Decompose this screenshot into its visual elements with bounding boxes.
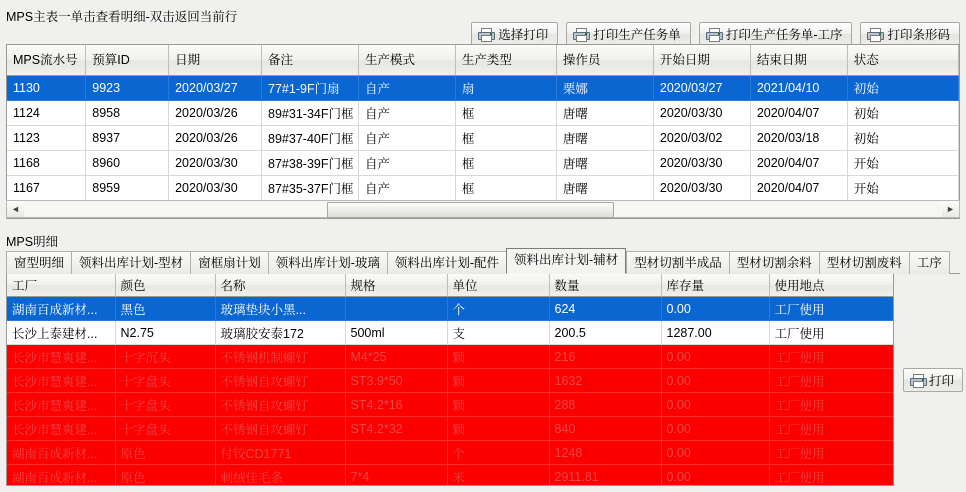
dcol-usage-location[interactable]: 使用地点	[769, 274, 893, 297]
cell-unit: 支	[447, 321, 549, 345]
cell-stock: 0.00	[661, 297, 769, 321]
print-production-order-process-label: 打印生产任务单-工序	[725, 28, 843, 42]
cell-end-date: 2020/03/18	[750, 126, 847, 151]
cell-start-date: 2020/03/30	[653, 151, 750, 176]
cell-factory: 长沙市慧爽建...	[7, 345, 115, 369]
cell-usage-location: 工厂使用	[769, 297, 893, 321]
cell-quantity: 624	[549, 297, 661, 321]
cell-name: 不锈钢自攻螺钉	[215, 369, 345, 393]
cell-unit: 个	[447, 297, 549, 321]
cell-operator: 唐曙	[556, 101, 653, 126]
tab-window-detail[interactable]: 窗型明细	[6, 251, 71, 274]
cell-date: 2020/03/26	[169, 101, 262, 126]
cell-factory: 长沙市慧爽建...	[7, 393, 115, 417]
dcol-name[interactable]: 名称	[215, 274, 345, 297]
cell-color: 原色	[115, 441, 215, 465]
cell-remark: 77#1-9F门扇	[262, 76, 359, 101]
cell-spec	[345, 441, 447, 465]
col-date[interactable]: 日期	[169, 45, 262, 76]
scroll-left-arrow-icon[interactable]: ◄	[7, 201, 25, 217]
cell-production-mode: 自产	[358, 101, 455, 126]
table-header-row	[7, 45, 959, 76]
cell-spec: ST3.9*50	[345, 369, 447, 393]
cell-name: 刺绒佳毛条	[215, 465, 345, 487]
cell-quantity: 2911.81	[549, 465, 661, 487]
cell-start-date: 2020/03/30	[653, 176, 750, 201]
detail-grid[interactable]	[6, 274, 894, 486]
dcol-unit[interactable]: 单位	[447, 274, 549, 297]
cell-status: 开始	[847, 151, 958, 176]
cell-usage-location: 工厂使用	[769, 441, 893, 465]
col-production-mode[interactable]: 生产模式	[358, 45, 455, 76]
table-row[interactable]	[7, 176, 959, 201]
table-row[interactable]	[7, 76, 959, 101]
cell-factory: 湖南百成新材...	[7, 297, 115, 321]
col-budget-id[interactable]: 预算ID	[86, 45, 169, 76]
detail-table	[7, 274, 894, 486]
cell-color: 十字沉头	[115, 345, 215, 369]
cell-operator: 唐曙	[556, 151, 653, 176]
cell-unit: 颗	[447, 393, 549, 417]
cell-name: 玻璃垫块小黑...	[215, 297, 345, 321]
cell-spec	[345, 297, 447, 321]
cell-production-mode: 自产	[358, 151, 455, 176]
cell-factory: 长沙上泰建材...	[7, 321, 115, 345]
col-remark[interactable]: 备注	[262, 45, 359, 76]
cell-budget-id: 9923	[86, 76, 169, 101]
cell-factory: 长沙市慧爽建...	[7, 369, 115, 393]
dcol-color[interactable]: 颜色	[115, 274, 215, 297]
tab-profile-cut-semifinished[interactable]: 型材切割半成品	[626, 251, 729, 274]
cell-unit: 颗	[447, 417, 549, 441]
print-toolbar	[471, 22, 960, 46]
cell-end-date: 2021/04/10	[750, 76, 847, 101]
col-operator[interactable]: 操作员	[556, 45, 653, 76]
col-end-date[interactable]: 结束日期	[750, 45, 847, 76]
cell-color: 十字盘头	[115, 393, 215, 417]
detail-section-label: MPS明细	[6, 235, 59, 249]
cell-unit: 颗	[447, 369, 549, 393]
cell-color: 原色	[115, 465, 215, 487]
col-mps-serial[interactable]: MPS流水号	[7, 45, 86, 76]
table-row[interactable]	[7, 151, 959, 176]
cell-usage-location: 工厂使用	[769, 417, 893, 441]
cell-color: 黑色	[115, 297, 215, 321]
table-row[interactable]	[7, 321, 893, 345]
cell-production-type: 框	[455, 176, 556, 201]
cell-factory: 长沙市慧爽建...	[7, 417, 115, 441]
print-production-order-process-button[interactable]	[699, 22, 853, 46]
cell-stock: 0.00	[661, 441, 769, 465]
table-row[interactable]	[7, 417, 893, 441]
cell-spec: M4*25	[345, 345, 447, 369]
col-status[interactable]: 状态	[847, 45, 958, 76]
cell-status: 开始	[847, 176, 958, 201]
cell-end-date: 2020/04/07	[750, 101, 847, 126]
tab-process[interactable]: 工序	[909, 251, 950, 274]
detail-print-label: 打印	[929, 374, 955, 388]
cell-stock: 0.00	[661, 465, 769, 487]
printer-icon	[478, 28, 493, 40]
cell-budget-id: 8958	[86, 101, 169, 126]
col-start-date[interactable]: 开始日期	[653, 45, 750, 76]
cell-name: 玻璃胶安泰172	[215, 321, 345, 345]
cell-unit: 个	[447, 441, 549, 465]
page-title: MPS主表一单击查看明细-双击返回当前行	[6, 10, 238, 24]
main-grid-horizontal-scrollbar[interactable]	[6, 200, 960, 218]
cell-name: 不锈钢机制螺钉	[215, 345, 345, 369]
table-row[interactable]	[7, 393, 893, 417]
cell-quantity: 1632	[549, 369, 661, 393]
cell-spec: 7*4	[345, 465, 447, 487]
cell-mps-serial: 1123	[7, 126, 86, 151]
cell-start-date: 2020/03/30	[653, 101, 750, 126]
cell-date: 2020/03/30	[169, 176, 262, 201]
cell-quantity: 200.5	[549, 321, 661, 345]
dcol-quantity[interactable]: 数量	[549, 274, 661, 297]
cell-remark: 89#31-34F门框	[262, 101, 359, 126]
cell-mps-serial: 1168	[7, 151, 86, 176]
cell-unit: 颗	[447, 345, 549, 369]
table-row[interactable]	[7, 101, 959, 126]
cell-operator: 栗娜	[556, 76, 653, 101]
tab-material-out-parts[interactable]: 领料出库计划-配件	[387, 251, 506, 274]
print-barcode-label: 打印条形码	[887, 28, 950, 42]
dcol-stock[interactable]: 库存量	[661, 274, 769, 297]
cell-budget-id: 8959	[86, 176, 169, 201]
cell-end-date: 2020/04/07	[750, 151, 847, 176]
cell-color: 十字盘头	[115, 369, 215, 393]
printer-icon	[706, 28, 721, 40]
cell-spec: ST4.2*16	[345, 393, 447, 417]
print-production-order-label: 打印生产任务单	[593, 28, 681, 42]
cell-end-date: 2020/04/07	[750, 176, 847, 201]
cell-color: 十字盘头	[115, 417, 215, 441]
cell-production-type: 框	[455, 101, 556, 126]
cell-remark: 87#35-37F门框	[262, 176, 359, 201]
cell-status: 初始	[847, 126, 958, 151]
print-barcode-button[interactable]	[860, 22, 960, 46]
cell-usage-location: 工厂使用	[769, 321, 893, 345]
cell-start-date: 2020/03/02	[653, 126, 750, 151]
cell-name: 不锈钢自攻螺钉	[215, 417, 345, 441]
cell-spec: 500ml	[345, 321, 447, 345]
cell-production-type: 框	[455, 151, 556, 176]
cell-status: 初始	[847, 76, 958, 101]
detail-header-row	[7, 274, 893, 297]
print-production-order-button[interactable]	[566, 22, 691, 46]
cell-quantity: 1248	[549, 441, 661, 465]
detail-tab-bar	[6, 250, 960, 274]
cell-name: 不锈钢自攻螺钉	[215, 393, 345, 417]
tab-material-out-profile[interactable]: 领料出库计划-型材	[71, 251, 190, 274]
cell-budget-id: 8960	[86, 151, 169, 176]
tab-material-out-glass[interactable]: 领料出库计划-玻璃	[268, 251, 387, 274]
cell-color: N2.75	[115, 321, 215, 345]
table-row[interactable]	[7, 297, 893, 321]
cell-production-type: 框	[455, 126, 556, 151]
table-row[interactable]	[7, 345, 893, 369]
table-row[interactable]	[7, 441, 893, 465]
cell-factory: 湖南百成新材...	[7, 465, 115, 487]
cell-mps-serial: 1167	[7, 176, 86, 201]
cell-operator: 唐曙	[556, 176, 653, 201]
cell-stock: 0.00	[661, 417, 769, 441]
cell-production-mode: 自产	[358, 176, 455, 201]
cell-usage-location: 工厂使用	[769, 393, 893, 417]
cell-production-mode: 自产	[358, 76, 455, 101]
cell-stock: 1287.00	[661, 321, 769, 345]
cell-production-mode: 自产	[358, 126, 455, 151]
detail-print-button[interactable]	[903, 368, 963, 392]
cell-mps-serial: 1124	[7, 101, 86, 126]
dcol-factory[interactable]: 工厂	[7, 274, 115, 297]
select-print-label: 选择打印	[498, 28, 549, 42]
printer-icon	[573, 28, 588, 40]
cell-date: 2020/03/26	[169, 126, 262, 151]
tab-profile-cut-remnant[interactable]: 型材切割余料	[729, 251, 819, 274]
table-row[interactable]	[7, 465, 893, 487]
cell-remark: 87#38-39F门框	[262, 151, 359, 176]
tab-frame-sash-plan[interactable]: 窗框扇计划	[190, 251, 268, 274]
cell-date: 2020/03/27	[169, 76, 262, 101]
cell-stock: 0.00	[661, 369, 769, 393]
cell-usage-location: 工厂使用	[769, 465, 893, 487]
dcol-spec[interactable]: 规格	[345, 274, 447, 297]
tab-material-out-auxiliary[interactable]: 领料出库计划-辅材	[506, 248, 626, 274]
cell-usage-location: 工厂使用	[769, 345, 893, 369]
select-print-button[interactable]	[471, 22, 558, 46]
cell-name: 付铰CD1771	[215, 441, 345, 465]
scroll-right-arrow-icon[interactable]: ►	[941, 201, 959, 217]
cell-date: 2020/03/30	[169, 151, 262, 176]
cell-quantity: 840	[549, 417, 661, 441]
cell-production-type: 扇	[455, 76, 556, 101]
mps-main-grid[interactable]	[6, 44, 960, 219]
mps-main-table	[7, 45, 959, 201]
cell-usage-location: 工厂使用	[769, 369, 893, 393]
table-row[interactable]	[7, 126, 959, 151]
cell-quantity: 216	[549, 345, 661, 369]
col-production-type[interactable]: 生产类型	[455, 45, 556, 76]
printer-icon	[910, 374, 925, 386]
cell-operator: 唐曙	[556, 126, 653, 151]
printer-icon	[867, 28, 882, 40]
cell-budget-id: 8937	[86, 126, 169, 151]
cell-remark: 89#37-40F门框	[262, 126, 359, 151]
cell-factory: 湖南百成新材...	[7, 441, 115, 465]
cell-stock: 0.00	[661, 393, 769, 417]
cell-start-date: 2020/03/27	[653, 76, 750, 101]
cell-unit: 米	[447, 465, 549, 487]
table-row[interactable]	[7, 369, 893, 393]
scrollbar-thumb[interactable]	[327, 202, 614, 218]
cell-spec: ST4.2*32	[345, 417, 447, 441]
tab-profile-cut-scrap[interactable]: 型材切割废料	[819, 251, 909, 274]
cell-stock: 0.00	[661, 345, 769, 369]
cell-mps-serial: 1130	[7, 76, 86, 101]
cell-status: 初始	[847, 101, 958, 126]
cell-quantity: 288	[549, 393, 661, 417]
